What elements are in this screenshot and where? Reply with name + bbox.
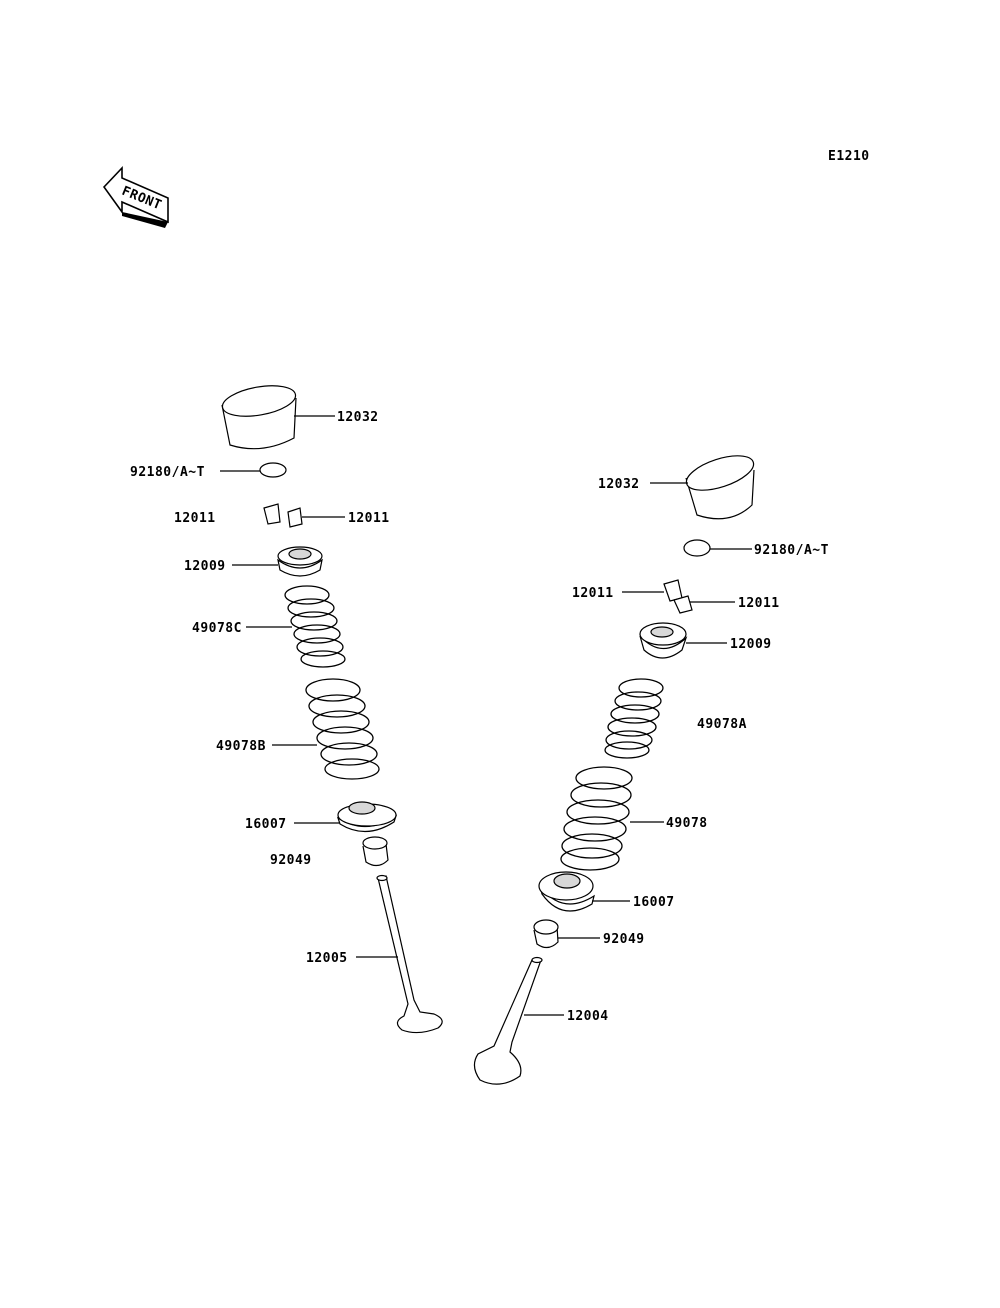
- exhaust-tappet-label: 12032: [598, 477, 640, 492]
- intake-retainer-label: 12009: [184, 559, 226, 574]
- exhaust-keeper-left-label: 12011: [572, 586, 614, 601]
- intake-spring-seat-label: 16007: [245, 817, 287, 832]
- exhaust-outer-spring-label: 49078: [666, 816, 708, 831]
- intake-oil-seal: [363, 837, 388, 866]
- exhaust-outer-spring: [561, 767, 632, 870]
- intake-oil-seal-label: 92049: [270, 853, 312, 868]
- intake-inner-spring-label: 49078C: [192, 621, 242, 636]
- exhaust-valve: [474, 958, 542, 1085]
- intake-valve: [377, 876, 442, 1033]
- intake-outer-spring-label: 49078B: [216, 739, 266, 754]
- exhaust-shim: [684, 540, 710, 556]
- intake-outer-spring: [306, 679, 379, 779]
- exhaust-retainer-label: 12009: [730, 637, 772, 652]
- intake-spring-seat: [338, 802, 396, 832]
- intake-keepers: [264, 504, 302, 527]
- exhaust-shim-label: 92180/A~T: [754, 543, 829, 558]
- front-arrow-icon: [104, 168, 168, 228]
- intake-shim: [260, 463, 286, 477]
- exhaust-inner-spring-label: 49078A: [697, 717, 747, 732]
- exhaust-keeper-right-label: 12011: [738, 596, 780, 611]
- exhaust-oil-seal-label: 92049: [603, 932, 645, 947]
- exhaust-oil-seal: [534, 920, 558, 948]
- intake-inner-spring: [285, 586, 345, 667]
- exhaust-inner-spring: [605, 679, 663, 758]
- front-label: FRONT: [119, 183, 164, 214]
- exhaust-retainer: [640, 623, 686, 658]
- exhaust-tappet: [682, 449, 757, 519]
- intake-keeper-left-label: 12011: [174, 511, 216, 526]
- intake-valve-label: 12005: [306, 951, 348, 966]
- exhaust-spring-seat-label: 16007: [633, 895, 675, 910]
- exhaust-valve-label: 12004: [567, 1009, 609, 1024]
- intake-shim-label: 92180/A~T: [130, 465, 205, 480]
- intake-tappet: [220, 381, 298, 449]
- intake-retainer: [278, 547, 322, 576]
- exhaust-spring-seat: [539, 872, 594, 911]
- intake-keeper-right-label: 12011: [348, 511, 390, 526]
- exhaust-keepers: [664, 580, 692, 613]
- intake-tappet-label: 12032: [337, 410, 379, 425]
- figure-code: E1210: [828, 149, 870, 164]
